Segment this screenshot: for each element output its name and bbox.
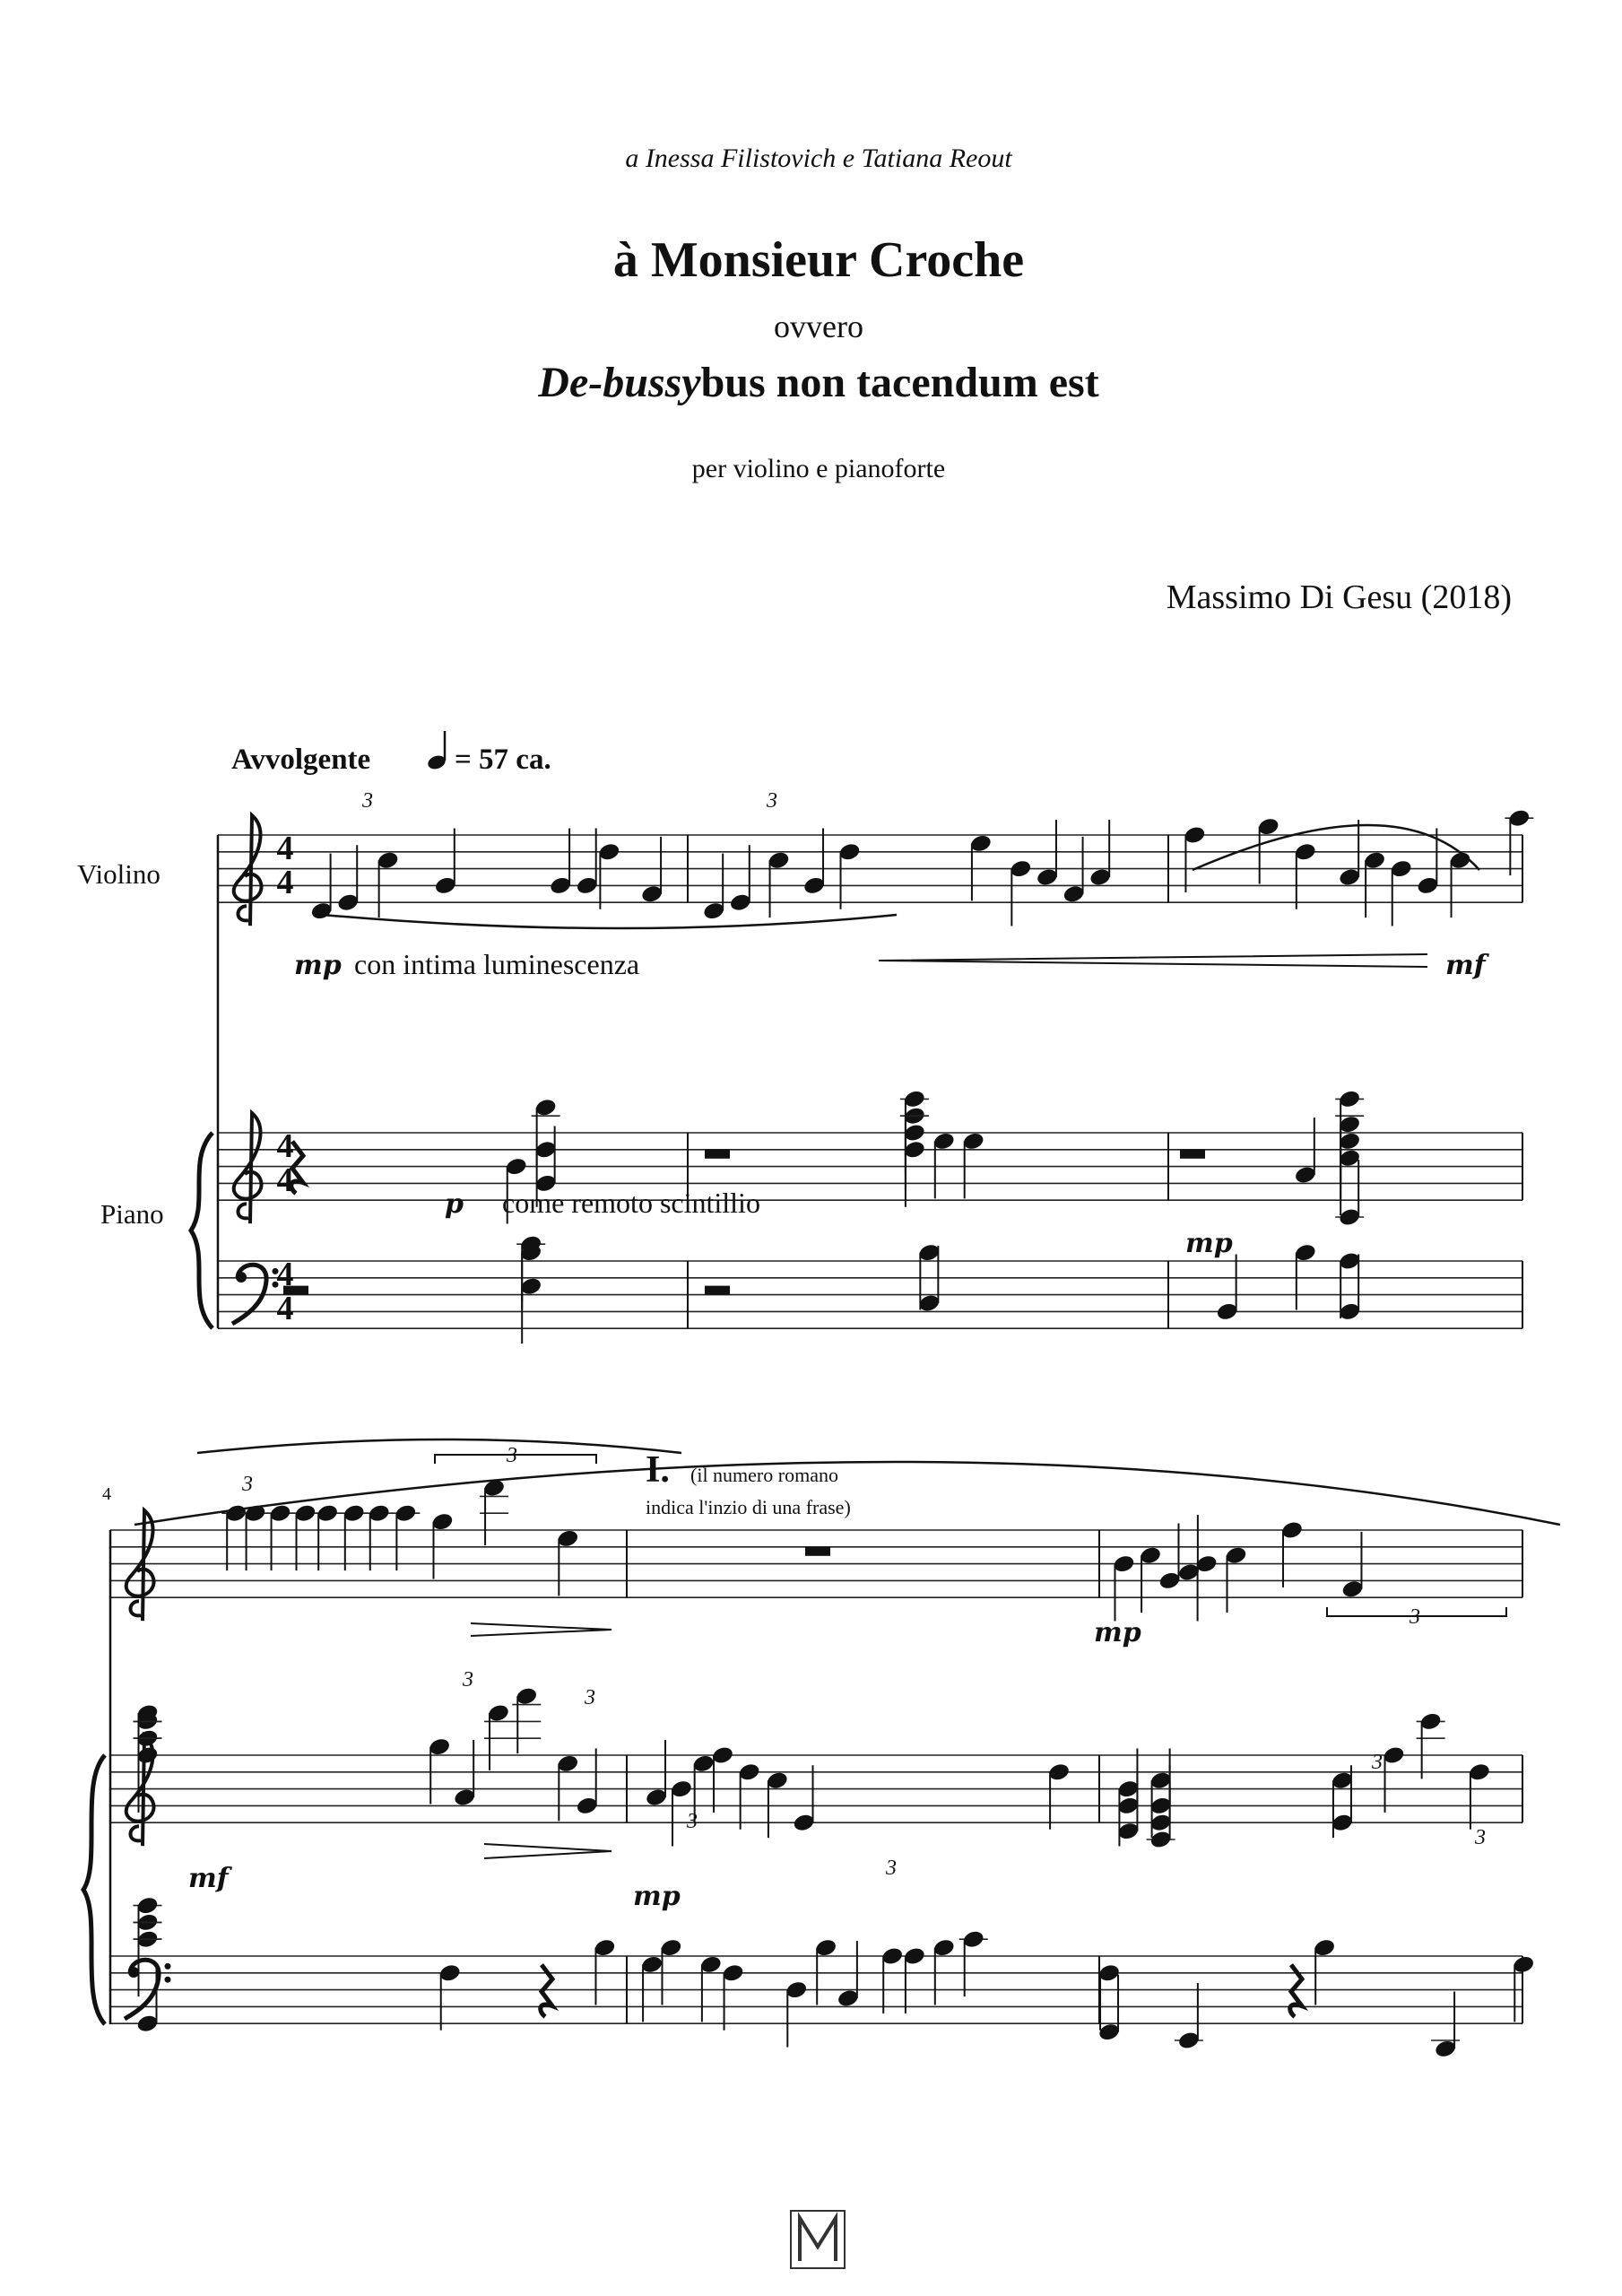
note <box>1512 1954 1535 2022</box>
crescendo-hairpin <box>879 954 1427 967</box>
tuplet-number: 3 <box>1409 1605 1420 1629</box>
note <box>480 1478 508 1545</box>
time-signature-piano-bass <box>277 1256 294 1327</box>
svg-text:4: 4 <box>276 830 294 867</box>
instrumentation: per violino e pianoforte <box>691 454 946 483</box>
note <box>1505 808 1533 875</box>
time-signature-violin <box>277 830 294 901</box>
treble-clef-icon <box>234 1113 262 1223</box>
publisher-logo <box>791 2211 845 2268</box>
note <box>430 1511 454 1578</box>
note <box>699 1954 723 2022</box>
note <box>310 854 334 921</box>
note <box>729 845 752 912</box>
note <box>1382 1745 1405 1813</box>
note <box>837 1941 860 2008</box>
note <box>814 1937 837 2005</box>
note <box>556 1528 579 1596</box>
composer: Massimo Di Gesu (2018) <box>1166 578 1512 616</box>
note <box>792 1765 815 1832</box>
tuplet-number: 3 <box>1372 1751 1383 1774</box>
dynamic-mp: mp <box>633 1881 681 1912</box>
note <box>453 1740 476 1807</box>
note <box>1175 1983 1203 2050</box>
staff-b1 <box>218 1261 1522 1328</box>
note <box>1112 1553 1135 1621</box>
quarter-note-icon <box>426 731 447 771</box>
diminuendo-hairpin <box>471 1623 612 1636</box>
note <box>377 850 400 918</box>
note <box>1224 1545 1247 1613</box>
note <box>340 1503 369 1570</box>
note <box>785 1979 808 2047</box>
note <box>721 1963 744 2031</box>
svg-text:4: 4 <box>276 864 294 901</box>
staff-t2 <box>110 1735 1522 1846</box>
svg-text:4: 4 <box>276 1290 294 1327</box>
staves <box>83 815 1522 2024</box>
note <box>1294 842 1317 909</box>
dedication: a Inessa Filistovich e Tatiana Reout <box>625 144 1012 173</box>
instrument-piano: Piano <box>100 1198 164 1230</box>
note <box>1047 1762 1071 1830</box>
note <box>1294 1242 1317 1309</box>
note <box>1468 1762 1491 1830</box>
note <box>549 828 572 895</box>
note <box>932 1131 956 1198</box>
note <box>959 1929 988 1996</box>
staff-v1 <box>218 815 1522 926</box>
tempo-marking: Avvolgente <box>231 744 371 776</box>
note <box>1363 850 1386 918</box>
note <box>640 1954 664 2022</box>
svg-text:4: 4 <box>276 1161 294 1199</box>
note <box>1431 1991 1460 2058</box>
tuplet-number: 3 <box>767 789 777 813</box>
note <box>702 854 725 921</box>
subtitle <box>537 359 1098 406</box>
note <box>556 1753 579 1821</box>
note <box>428 1736 451 1804</box>
whole-rest-icon <box>1180 1150 1205 1159</box>
dynamic-mp: mp <box>294 950 342 981</box>
svg-text:4: 4 <box>276 1127 294 1165</box>
note <box>738 1762 761 1830</box>
half-rest-icon <box>705 1286 730 1295</box>
piano-brace <box>83 1755 105 2024</box>
note <box>1338 820 1361 887</box>
staff-t1 <box>218 1113 1522 1223</box>
note <box>1009 858 1032 926</box>
diminuendo-hairpin <box>484 1844 612 1858</box>
note <box>1335 1160 1364 1227</box>
dynamic-p: p <box>445 1188 464 1220</box>
tuplet-number: 3 <box>362 789 373 813</box>
tuplet-number: 3 <box>507 1444 517 1467</box>
note <box>766 1770 789 1838</box>
note <box>1139 1545 1162 1613</box>
tuplet-number: 3 <box>687 1810 698 1833</box>
note <box>438 1963 462 2031</box>
title-connector: ovvero <box>774 309 863 344</box>
piano-brace <box>191 1133 213 1328</box>
dynamic-mp: mp <box>1094 1617 1141 1648</box>
tuplet-number: 3 <box>242 1473 253 1496</box>
note <box>969 833 993 900</box>
note <box>802 828 826 895</box>
note <box>391 1503 420 1570</box>
note <box>880 1946 904 2013</box>
slur <box>323 915 897 928</box>
instrument-violin: Violino <box>77 858 160 890</box>
note <box>266 1503 295 1570</box>
note <box>576 828 599 895</box>
tuplet-number: 3 <box>886 1857 897 1880</box>
dynamic-mf: mf <box>1445 950 1486 981</box>
note <box>484 1703 513 1770</box>
slur <box>197 1439 681 1453</box>
phrase-note: indica l'inzio di una frase) <box>646 1496 851 1518</box>
note <box>434 828 457 895</box>
note <box>336 845 360 912</box>
note <box>932 1937 956 2005</box>
note <box>241 1503 270 1570</box>
note <box>593 1937 616 2005</box>
note <box>903 1946 926 2013</box>
dynamic-mp: mp <box>1185 1228 1233 1259</box>
note <box>767 850 790 918</box>
whole-rest-icon <box>705 1150 730 1159</box>
treble-clef-icon <box>234 815 262 926</box>
note <box>512 1686 541 1753</box>
note <box>1294 1118 1317 1185</box>
note <box>1216 1254 1239 1321</box>
note <box>1158 1523 1181 1590</box>
note <box>1313 1937 1336 2005</box>
subtitle-rest: bus non tacendum est <box>700 359 1099 406</box>
note <box>1417 1711 1445 1779</box>
note <box>1257 816 1280 883</box>
note <box>1183 825 1206 892</box>
note <box>1390 858 1413 926</box>
whole-rest-icon <box>805 1547 830 1556</box>
expression-text: come remoto scintillio <box>502 1187 760 1219</box>
time-signature-piano-treble <box>277 1127 294 1199</box>
note <box>1340 1532 1364 1599</box>
note <box>365 1503 394 1570</box>
note <box>1280 1520 1304 1587</box>
title: à Monsieur Croche <box>612 232 1025 288</box>
tuplet-number: 3 <box>1475 1826 1486 1849</box>
expression-text: con intima luminescenza <box>354 948 640 980</box>
notes <box>134 808 1561 2059</box>
phrase-number: I. <box>646 1449 670 1491</box>
tuplet-number: 3 <box>463 1668 473 1692</box>
dynamic-mf: mf <box>188 1863 229 1894</box>
note <box>313 1503 342 1570</box>
phrase-note: (il numero romano <box>690 1464 838 1486</box>
note <box>640 837 664 904</box>
note <box>597 842 620 909</box>
note <box>962 1131 985 1198</box>
measure-number: 4 <box>102 1484 111 1504</box>
treble-clef-icon <box>126 1510 154 1621</box>
note <box>1089 820 1112 887</box>
note <box>1195 1553 1219 1621</box>
tuplet-number: 3 <box>585 1686 595 1709</box>
subtitle-italic: De-bussy <box>538 359 701 406</box>
note <box>659 1937 682 2005</box>
note <box>711 1745 734 1813</box>
note <box>645 1740 668 1807</box>
note <box>1036 820 1059 887</box>
tempo-bpm: = 57 ca. <box>455 744 551 776</box>
note <box>837 842 861 909</box>
svg-text:4: 4 <box>276 1256 294 1293</box>
note <box>1062 837 1085 904</box>
note <box>576 1748 599 1815</box>
staff-v2 <box>110 1510 1522 1621</box>
